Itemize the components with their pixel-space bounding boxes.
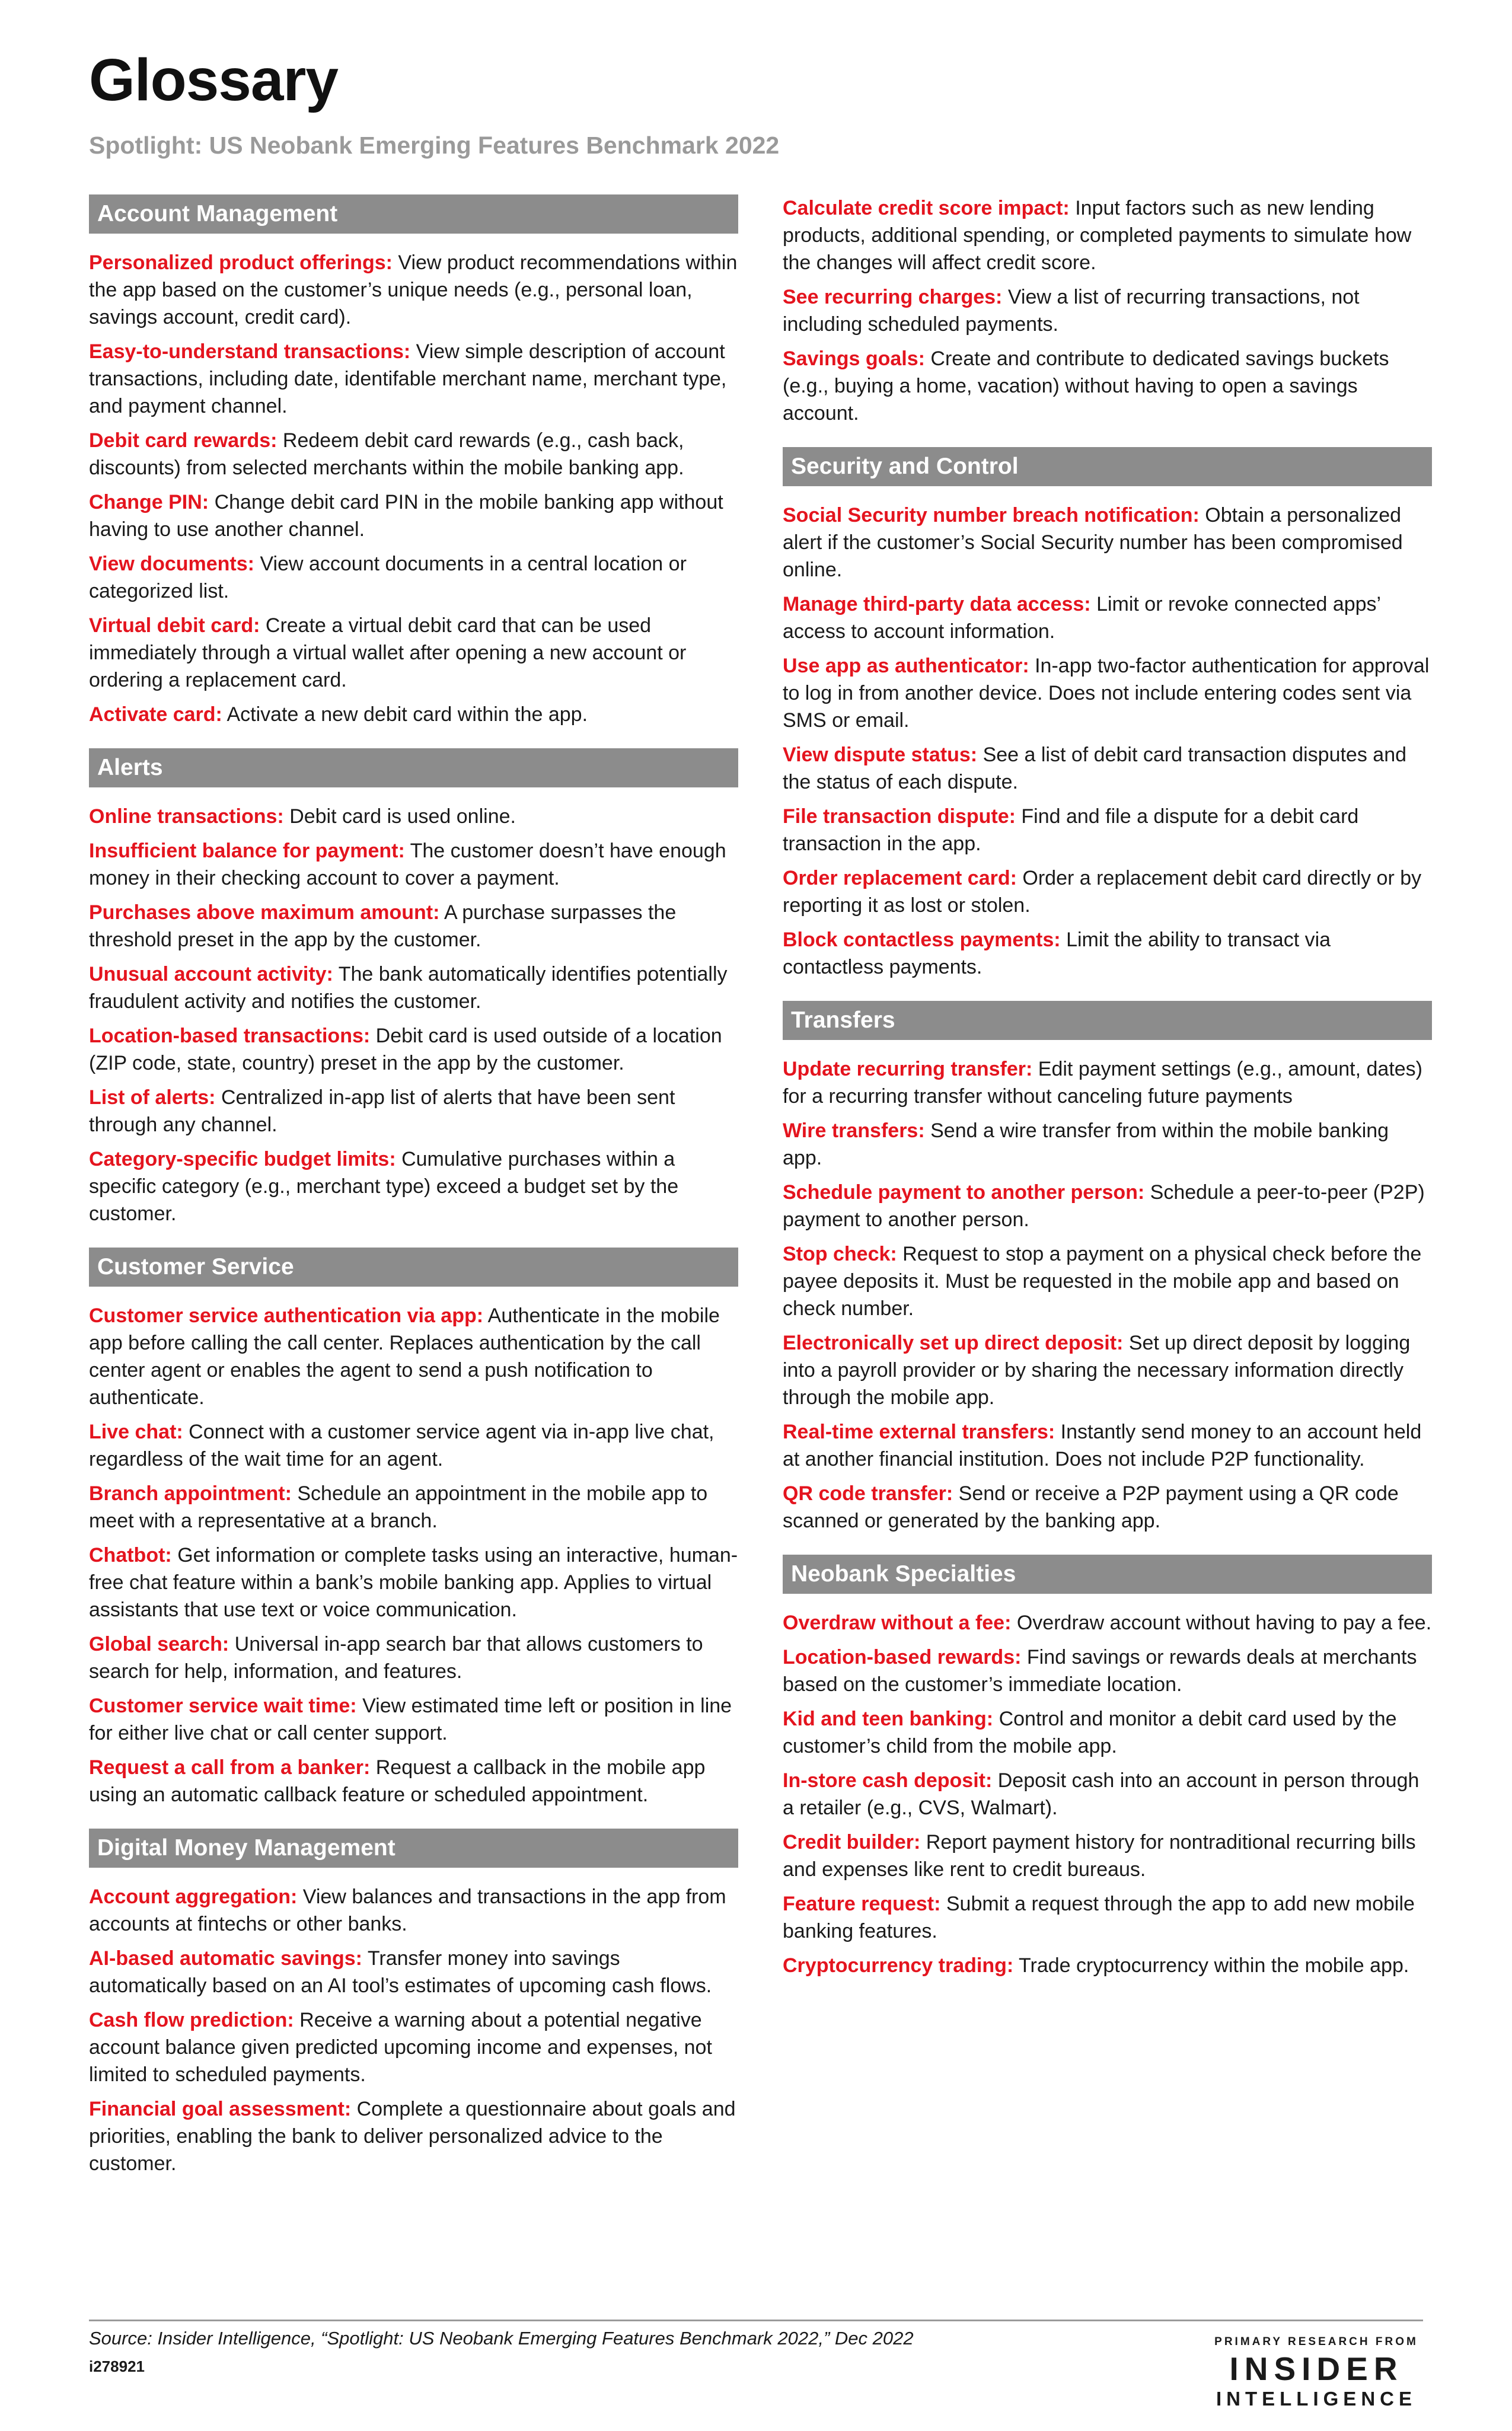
glossary-term: AI-based automatic savings: (89, 1947, 363, 1970)
glossary-entry-use-app-as-authenticator (783, 652, 1432, 734)
glossary-term: Feature request: (783, 1893, 941, 1915)
glossary-entry-chatbot (89, 1542, 738, 1623)
glossary-entry-customer-service-wait-time (89, 1692, 738, 1747)
glossary-definition: Limit the ability to transact via contactless payments. (783, 929, 1331, 978)
glossary-term: Savings goals: (783, 347, 925, 370)
glossary-definition: Debit card is used outside of a location (ZIP code, state, country) preset in the app by the customer. (89, 1025, 722, 1074)
glossary-term: View dispute status: (783, 744, 978, 766)
glossary-definition: In-app two-factor authentication for approval to log in from another device. Does not include entering codes sent via SMS or email. (783, 655, 1430, 732)
glossary-definition: The bank automatically identifies potentially fraudulent activity and notifies the customer. (89, 963, 728, 1013)
glossary-term: Chatbot: (89, 1544, 172, 1567)
glossary-definition: Redeem debit card rewards (e.g., cash back, discounts) from selected merchants within the mobile banking app. (89, 429, 684, 479)
glossary-term: Unusual account activity: (89, 963, 333, 985)
glossary-definition: Receive a warning about a potential negative account balance given predicted upcoming income and expenses, not limited to scheduled payments. (89, 2009, 712, 2086)
glossary-definition: Change debit card PIN in the mobile banking app without having to use another channel. (89, 491, 723, 541)
section-header: Transfers (783, 1001, 1432, 1040)
glossary-term: Global search: (89, 1633, 229, 1655)
glossary-definition: Deposit cash into an account in person through a retailer (e.g., CVS, Walmart). (783, 1769, 1420, 1819)
glossary-term: Kid and teen banking: (783, 1708, 994, 1730)
glossary-entry-social-security-number-breach-notification (783, 502, 1432, 583)
glossary-entry-savings-goals (783, 345, 1432, 427)
glossary-entry-in-store-cash-deposit (783, 1767, 1432, 1821)
glossary-entry-credit-builder (783, 1829, 1432, 1883)
glossary-term: Category-specific budget limits: (89, 1148, 396, 1170)
glossary-entry-change-pin (89, 489, 738, 543)
glossary-term: Live chat: (89, 1421, 183, 1443)
section-alerts (89, 748, 738, 1227)
glossary-definition: Order a replacement debit card directly or by reporting it as lost or stolen. (783, 867, 1422, 917)
glossary-entry-global-search (89, 1631, 738, 1685)
glossary-definition: Set up direct deposit by logging into a payroll provider or by sharing the necessary information directly through the mobile app. (783, 1332, 1411, 1409)
glossary-definition: Trade cryptocurrency within the mobile app. (1019, 1954, 1409, 1977)
glossary-definition: Complete a questionnaire about goals and priorities, enabling the bank to deliver personalized advice to the customer. (89, 2098, 736, 2175)
glossary-definition: Find and file a dispute for a debit card transaction in the app. (783, 805, 1359, 855)
glossary-entry-real-time-external-transfers (783, 1418, 1432, 1473)
glossary-definition: A purchase surpasses the threshold preset in the app by the customer. (89, 901, 677, 951)
glossary-term: Calculate credit score impact: (783, 197, 1070, 219)
glossary-definition: Send or receive a P2P payment using a QR code scanned or generated by the banking app. (783, 1482, 1399, 1532)
glossary-term: Account aggregation: (89, 1886, 298, 1908)
glossary-definition: Overdraw account without having to pay a fee. (1016, 1612, 1432, 1634)
glossary-definition: The customer doesn’t have enough money in their checking account to cover a payment. (89, 840, 726, 889)
glossary-entry-purchases-above-maximum-amount (89, 899, 738, 953)
glossary-term: QR code transfer: (783, 1482, 953, 1505)
glossary-definition: View product recommendations within the app based on the customer’s unique needs (e.g., personal loan, savings account, credit card). (89, 251, 738, 328)
glossary-term: Update recurring transfer: (783, 1058, 1033, 1080)
glossary-entry-insufficient-balance-for-payment (89, 837, 738, 892)
glossary-definition: View a list of recurring transactions, not including scheduled payments. (783, 286, 1360, 336)
glossary-definition: View estimated time left or position in line for either live chat or call center support. (89, 1695, 732, 1744)
glossary-definition: Request to stop a payment on a physical check before the payee deposits it. Must be requested in the mobile app and based on check number. (783, 1243, 1422, 1320)
section-security-and-control (783, 447, 1432, 981)
glossary-entry-ai-based-automatic-savings (89, 1945, 738, 1999)
glossary-definition: Schedule an appointment in the mobile app to meet with a representative at a branch. (89, 1482, 708, 1532)
glossary-term: Activate card: (89, 703, 222, 726)
section-neobank-specialties (783, 1555, 1432, 1979)
glossary-definition: Universal in-app search bar that allows customers to search for help, information, and features. (89, 1633, 703, 1683)
glossary-term: Location-based transactions: (89, 1025, 371, 1047)
glossary-definition: Transfer money into savings automatically based on an AI tool’s estimates of upcoming cash flows. (89, 1947, 712, 1997)
glossary-definition: Schedule a peer-to-peer (P2P) payment to another person. (783, 1181, 1425, 1231)
glossary-entry-block-contactless-payments (783, 926, 1432, 981)
glossary-entry-file-transaction-dispute (783, 803, 1432, 857)
section-header: Digital Money Management (89, 1829, 738, 1868)
glossary-definition: Submit a request through the app to add new mobile banking features. (783, 1893, 1415, 1942)
glossary-entry-easy-to-understand-transactions (89, 338, 738, 420)
glossary-entry-electronically-set-up-direct-deposit (783, 1329, 1432, 1411)
glossary-term: See recurring charges: (783, 286, 1003, 308)
glossary-definition: View simple description of account transactions, including date, identifable merchant name, merchant type, and payment channel. (89, 340, 727, 417)
glossary-entry-wire-transfers (783, 1117, 1432, 1172)
glossary-definition: Send a wire transfer from within the mobile banking app. (783, 1119, 1389, 1169)
glossary-definition: View account documents in a central location or categorized list. (89, 553, 687, 602)
glossary-entry-kid-and-teen-banking (783, 1705, 1432, 1760)
glossary-entry-financial-goal-assessment (89, 2095, 738, 2177)
glossary-entry-feature-request (783, 1890, 1432, 1945)
glossary-term: Location-based rewards: (783, 1646, 1022, 1668)
glossary-entry-calculate-credit-score-impact (783, 194, 1432, 276)
glossary-entry-overdraw-without-a-fee (783, 1609, 1432, 1636)
section-account-management (89, 194, 738, 728)
glossary-definition: Centralized in-app list of alerts that have been sent through any channel. (89, 1086, 675, 1136)
glossary-entry-category-specific-budget-limits (89, 1146, 738, 1227)
glossary-entry-location-based-transactions (89, 1022, 738, 1077)
section-header: Alerts (89, 748, 738, 787)
glossary-definition: Debit card is used online. (289, 805, 516, 828)
glossary-definition: Activate a new debit card within the app. (227, 703, 588, 726)
glossary-term: Manage third-party data access: (783, 593, 1091, 615)
glossary-definition: Control and monitor a debit card used by the customer’s child from the mobile app. (783, 1708, 1397, 1757)
section-header: Account Management (89, 194, 738, 234)
glossary-definition: Report payment history for nontraditional recurring bills and expenses like rent to credit bureaus. (783, 1831, 1416, 1881)
glossary-term: Change PIN: (89, 491, 209, 513)
glossary-entry-debit-card-rewards (89, 427, 738, 481)
glossary-term: Wire transfers: (783, 1119, 925, 1142)
brand-wordmark-bottom: INTELLIGENCE (1216, 2388, 1417, 2410)
glossary-term: Order replacement card: (783, 867, 1017, 889)
glossary-entry-live-chat (89, 1418, 738, 1473)
section-header: Security and Control (783, 447, 1432, 486)
glossary-definition: Create and contribute to dedicated savings buckets (e.g., buying a home, vacation) without having to open a savings account. (783, 347, 1389, 425)
glossary-entry-stop-check (783, 1240, 1432, 1322)
glossary-definition: Connect with a customer service agent via in-app live chat, regardless of the wait time for an agent. (89, 1421, 714, 1470)
glossary-entry-virtual-debit-card (89, 612, 738, 694)
right-column (783, 194, 1432, 1986)
glossary-definition: Find savings or rewards deals at merchants based on the customer’s immediate location. (783, 1646, 1417, 1696)
glossary-entry-unusual-account-activity (89, 961, 738, 1015)
glossary-definition: Get information or complete tasks using an interactive, human-free chat feature within a bank’s mobile banking app. Applies to virtual assistants that use text or voice communication. (89, 1544, 738, 1621)
glossary-term: Easy-to-understand transactions: (89, 340, 411, 363)
glossary-term: Credit builder: (783, 1831, 921, 1853)
glossary-entry-cash-flow-prediction (89, 2006, 738, 2088)
glossary-term: File transaction dispute: (783, 805, 1016, 828)
left-column (89, 194, 738, 2184)
insider-intelligence-logo (1210, 2334, 1423, 2411)
glossary-entry-see-recurring-charges (783, 283, 1432, 338)
section-digital-money-management (89, 1829, 738, 2177)
glossary-term: Purchases above maximum amount: (89, 901, 440, 924)
section-digital-money-management-continued (783, 194, 1432, 427)
glossary-entry-request-a-call-from-a-banker (89, 1754, 738, 1808)
glossary-term: Real-time external transfers: (783, 1421, 1055, 1443)
glossary-definition: Authenticate in the mobile app before calling the call center. Replaces authentication by the call center agent or enables the agent to send a push notification to authenticate. (89, 1304, 720, 1409)
glossary-definition: Request a callback in the mobile app using an automatic callback feature or scheduled appointment. (89, 1756, 706, 1806)
glossary-definition: Instantly send money to an account held at another financial institution. Does not include P2P functionality. (783, 1421, 1422, 1470)
glossary-term: Overdraw without a fee: (783, 1612, 1012, 1634)
glossary-entry-manage-third-party-data-access (783, 591, 1432, 645)
glossary-term: Stop check: (783, 1243, 897, 1265)
glossary-entry-personalized-product-offerings (89, 249, 738, 331)
glossary-entry-list-of-alerts (89, 1084, 738, 1138)
section-header: Neobank Specialties (783, 1555, 1432, 1594)
glossary-term: View documents: (89, 553, 254, 575)
glossary-term: Schedule payment to another person: (783, 1181, 1145, 1204)
section-header: Customer Service (89, 1248, 738, 1287)
glossary-term: Branch appointment: (89, 1482, 292, 1505)
document-id: i278921 (89, 2357, 145, 2375)
brand-kicker: PRIMARY RESEARCH FROM (1214, 2336, 1418, 2348)
glossary-term: Block contactless payments: (783, 929, 1061, 951)
glossary-definition: Input factors such as new lending products, additional spending, or completed payments to simulate how the changes will affect credit score. (783, 197, 1412, 274)
glossary-definition: Obtain a personalized alert if the customer’s Social Security number has been compromised online. (783, 504, 1403, 581)
glossary-term: Online transactions: (89, 805, 284, 828)
glossary-entry-update-recurring-transfer (783, 1055, 1432, 1110)
glossary-entry-qr-code-transfer (783, 1480, 1432, 1534)
glossary-term: Request a call from a banker: (89, 1756, 371, 1779)
glossary-term: Cryptocurrency trading: (783, 1954, 1014, 1977)
glossary-term: Electronically set up direct deposit: (783, 1332, 1124, 1354)
page-subtitle: Spotlight: US Neobank Emerging Features Benchmark 2022 (89, 132, 780, 159)
glossary-entry-customer-service-authentication-via-app (89, 1302, 738, 1411)
glossary-term: Financial goal assessment: (89, 2098, 352, 2120)
brand-wordmark-top: INSIDER (1229, 2350, 1403, 2387)
glossary-term: In-store cash deposit: (783, 1769, 993, 1792)
glossary-term: Customer service authentication via app: (89, 1304, 484, 1327)
glossary-term: Insufficient balance for payment: (89, 840, 405, 862)
glossary-entry-schedule-payment-to-another-person (783, 1179, 1432, 1233)
glossary-definition: Create a virtual debit card that can be used immediately through a virtual wallet after opening a new account or ordering a replacement card. (89, 614, 687, 691)
glossary-definition: See a list of debit card transaction disputes and the status of each dispute. (783, 744, 1407, 793)
glossary-term: Social Security number breach notification: (783, 504, 1200, 527)
source-note: Source: Insider Intelligence, “Spotlight: US Neobank Emerging Features Benchmark 2022,” Dec 2022 (89, 2328, 914, 2349)
footer-divider (89, 2320, 1423, 2321)
glossary-entry-location-based-rewards (783, 1644, 1432, 1698)
glossary-definition: View balances and transactions in the app from accounts at fintechs or other banks. (89, 1886, 726, 1935)
glossary-term: List of alerts: (89, 1086, 216, 1109)
glossary-term: Virtual debit card: (89, 614, 260, 637)
glossary-entry-cryptocurrency-trading (783, 1952, 1432, 1979)
section-customer-service (89, 1248, 738, 1808)
glossary-entry-activate-card (89, 701, 738, 728)
glossary-term: Use app as authenticator: (783, 655, 1029, 677)
section-transfers (783, 1001, 1432, 1534)
glossary-entry-account-aggregation (89, 1883, 738, 1938)
glossary-term: Debit card rewards: (89, 429, 277, 452)
glossary-definition: Edit payment settings (e.g., amount, dates) for a recurring transfer without canceling future payments (783, 1058, 1423, 1108)
glossary-term: Personalized product offerings: (89, 251, 393, 274)
glossary-term: Cash flow prediction: (89, 2009, 294, 2031)
glossary-entry-branch-appointment (89, 1480, 738, 1534)
glossary-entry-view-documents (89, 550, 738, 605)
page-title: Glossary (89, 47, 339, 113)
glossary-entry-order-replacement-card (783, 864, 1432, 919)
glossary-entry-view-dispute-status (783, 741, 1432, 796)
glossary-term: Customer service wait time: (89, 1695, 357, 1717)
glossary-definition: Limit or revoke connected apps’ access to account information. (783, 593, 1380, 643)
glossary-definition: Cumulative purchases within a specific category (e.g., merchant type) exceed a budget set by the customer. (89, 1148, 679, 1225)
glossary-entry-online-transactions (89, 803, 738, 830)
